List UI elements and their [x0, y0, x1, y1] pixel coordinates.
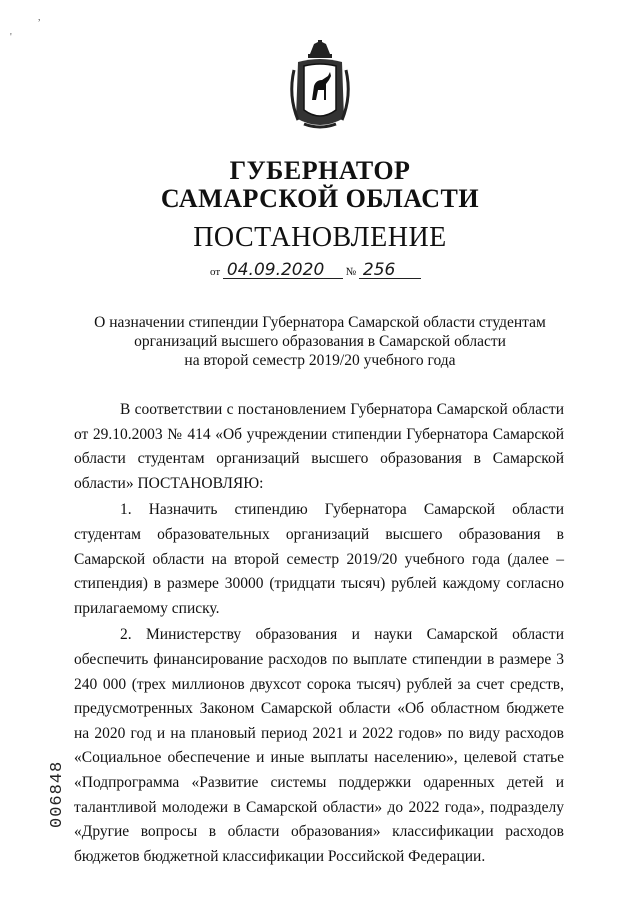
scan-mark: '	[10, 32, 12, 43]
registration-stamp-number: 006848	[48, 760, 67, 828]
document-type: ПОСТАНОВЛЕНИЕ	[193, 222, 447, 253]
subject-line: О назначении стипендии Губернатора Самарской области студентам	[94, 314, 546, 331]
document-date: 04.09.2020	[223, 262, 343, 279]
issuer-title-line2: САМАРСКОЙ ОБЛАСТИ	[160, 184, 480, 213]
date-prefix: от	[210, 266, 221, 278]
document-body	[74, 398, 564, 869]
date-number-line	[210, 262, 421, 279]
subject-line: на второй семестр 2019/20 учебного года	[184, 352, 456, 369]
subject-line: организаций высшего образования в Самарской области	[134, 333, 506, 350]
paragraph-item-1: 1. Назначить стипендию Губернатора Самарской области студентам образовательных организаций высшего образования в Самарской области на второй семестр 2019/20 учебного года (далее – стипендия) в размере 30000 (тридцати тысяч) рублей каждому согласно прилагаемому списку.	[74, 501, 564, 617]
paragraph-item-2: 2. Министерству образования и науки Самарской области обеспечить финансирование расходов по выплате стипендии в размере 3 240 000 (трех миллионов двухсот сорока тысяч) рублей за счет средств, предусмотренных Законом Самарской области «Об областном бюджете на 2020 год и на плановый период 2021 и 2022 годов» по виду расходов «Социальное обеспечение и иные выплаты населению», целевой статье «Подпрограмма «Развитие системы поддержки одаренных детей и талантливой молодежи в Самарской области» до 2022 года», подразделу «Другие вопросы в области образования» классификации расходов бюджетов бюджетной классификации Российской Федерации.	[74, 626, 564, 865]
document-number: 256	[359, 262, 421, 279]
number-prefix: №	[345, 266, 357, 278]
coat-of-arms-emblem	[284, 40, 356, 132]
scan-mark: ,	[38, 12, 41, 23]
issuer-title-line1: ГУБЕРНАТОР	[229, 156, 411, 185]
document-subject	[60, 313, 580, 370]
paragraph-preamble: В соответствии с постановлением Губернатора Самарской области от 29.10.2003 № 414 «Об учреждении стипендии Губернатора Самарской области студентам организаций высшего образования в Самарской области» ПОСТАНОВЛЯЮ:	[74, 401, 564, 492]
